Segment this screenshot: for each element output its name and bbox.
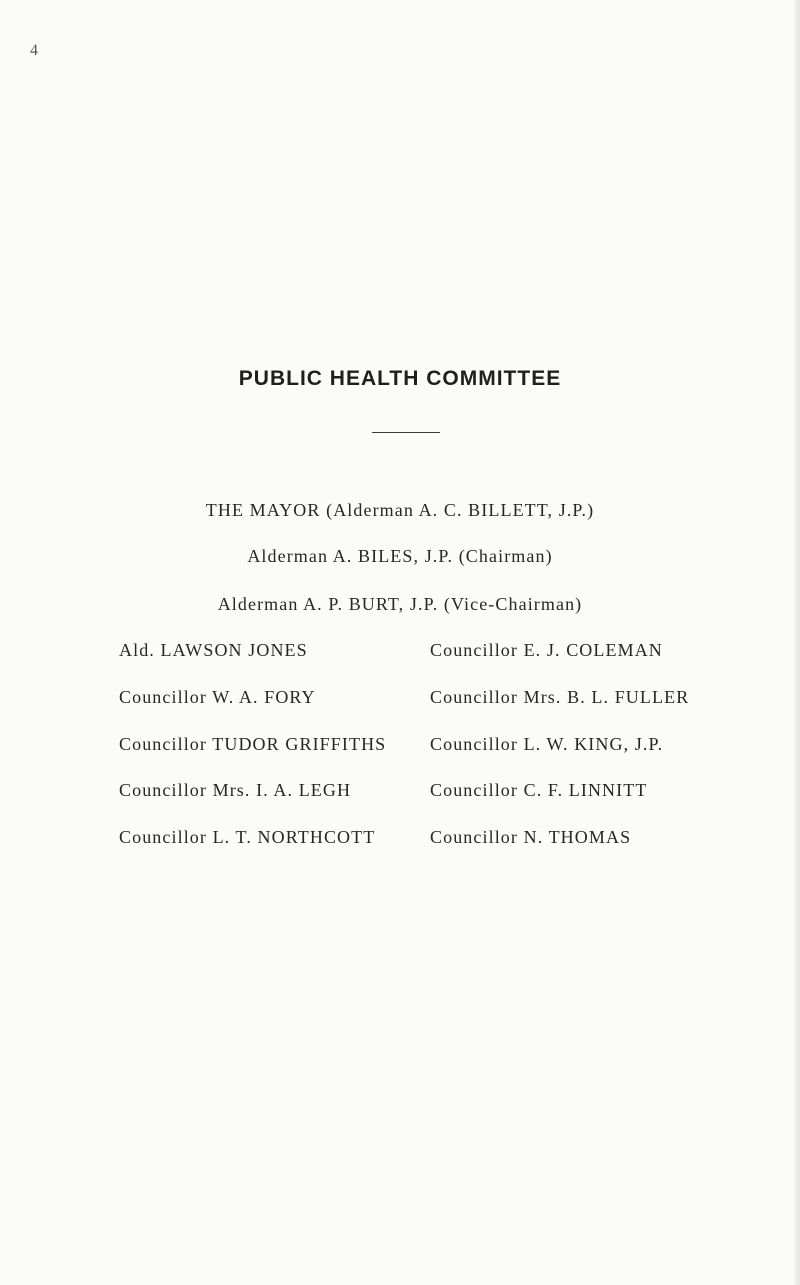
- officer-mayor: THE MAYOR (Alderman A. C. BILLETT, J.P.): [205, 500, 595, 520]
- page-number: 4: [30, 42, 38, 59]
- member-left-4: Councillor Mrs. I. A. LEGH: [119, 780, 352, 800]
- member-left-1: Ald. LAWSON JONES: [119, 640, 308, 660]
- member-right-5: Councillor N. THOMAS: [430, 827, 632, 847]
- title-divider: [372, 432, 440, 433]
- member-left-3: Councillor TUDOR GRIFFITHS: [119, 734, 387, 754]
- member-right-4: Councillor C. F. LINNITT: [430, 780, 648, 800]
- officer-vice-chairman: Alderman A. P. BURT, J.P. (Vice-Chairman): [217, 594, 583, 614]
- page-edge: [794, 0, 800, 1285]
- member-right-3: Councillor L. W. KING, J.P.: [430, 734, 664, 754]
- member-left-2: Councillor W. A. FORY: [119, 687, 316, 707]
- officer-chairman: Alderman A. BILES, J.P. (Chairman): [247, 546, 553, 566]
- member-left-5: Councillor L. T. NORTHCOTT: [119, 827, 376, 847]
- page-title: PUBLIC HEALTH COMMITTEE: [238, 367, 562, 390]
- member-right-2: Councillor Mrs. B. L. FULLER: [430, 687, 690, 707]
- member-right-1: Councillor E. J. COLEMAN: [430, 640, 663, 660]
